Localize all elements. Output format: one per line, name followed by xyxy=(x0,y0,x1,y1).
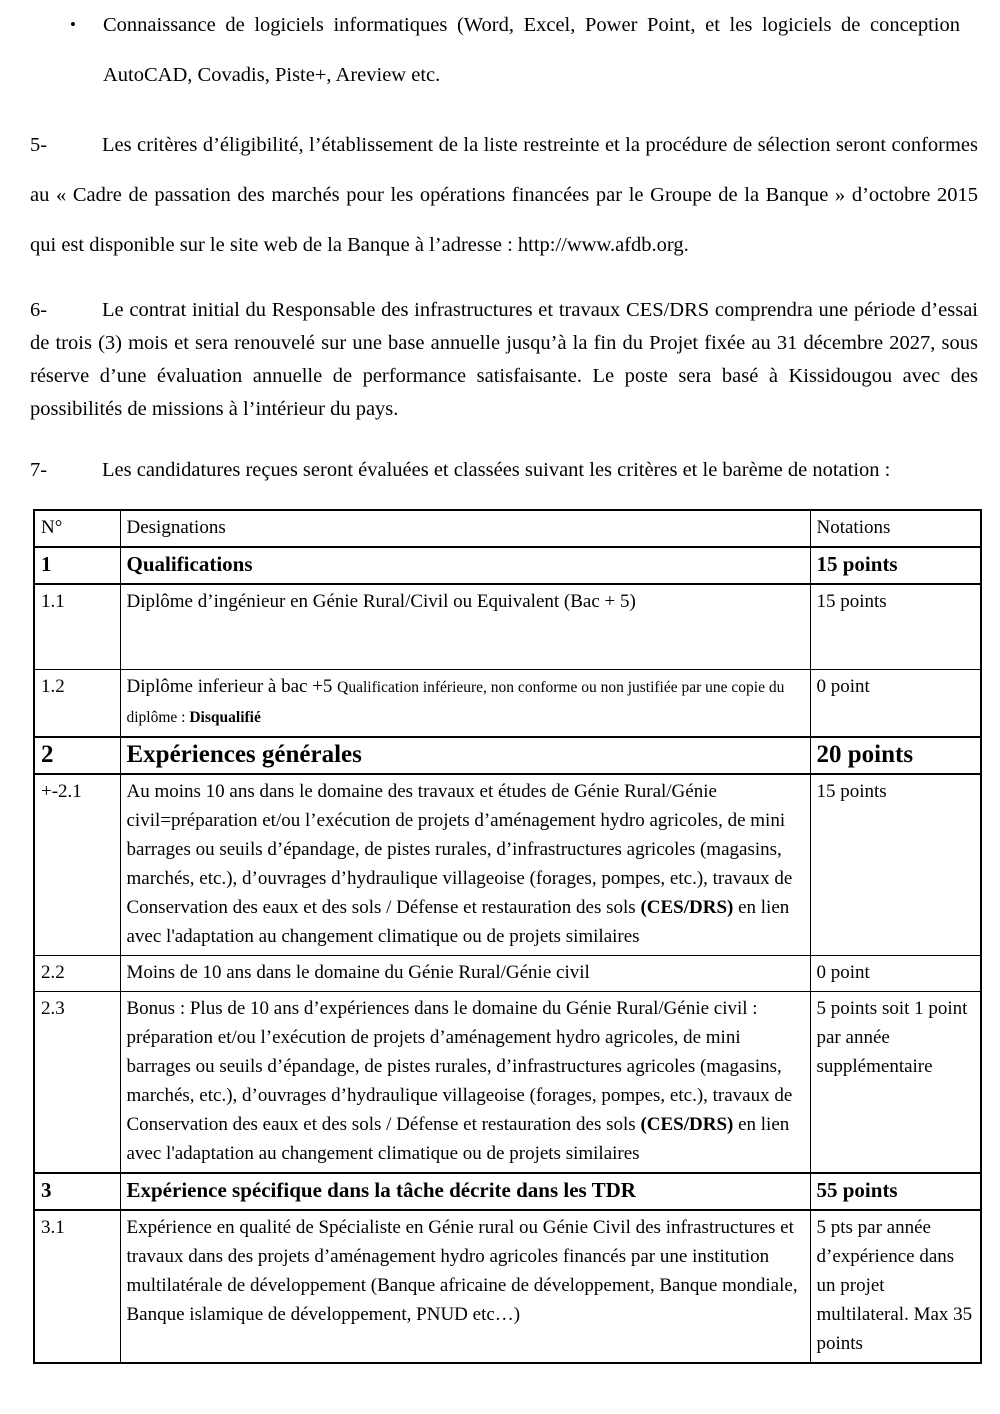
paragraph-5 xyxy=(0,120,1000,270)
paragraph-5-text: Les critères d’éligibilité, l’établissement de la liste restreinte et la procédure de sélection seront conformes au « Cadre de passation des marchés pour les opérations financées par le Groupe de la Banque » d’octobre 2015 qui est disponible sur le site web de la Banque à l’adresse : http://www.afdb.org. xyxy=(30,134,978,256)
row-number: 3 xyxy=(34,1173,120,1210)
paragraph-6-number: 6- xyxy=(30,299,48,321)
row-notation: 20 points xyxy=(810,737,981,774)
column-header-notations: Notations xyxy=(810,510,981,547)
paragraph-7-text: Les candidatures reçues seront évaluées et classées suivant les critères et le barème de notation : xyxy=(102,459,891,481)
row-number: 1 xyxy=(34,547,120,584)
table-row xyxy=(34,670,981,738)
table-row xyxy=(34,584,981,670)
row-number: 2.2 xyxy=(34,956,120,992)
row-notation: 15 points xyxy=(810,547,981,584)
column-header-number: N° xyxy=(34,510,120,547)
row-number: 2 xyxy=(34,737,120,774)
table-row xyxy=(34,774,981,956)
row-designation-pre: Au moins 10 ans dans le domaine des travaux et études de Génie Rural/Génie civil=préparation et/ou l’exécution de projets d’aménagement hydro agricoles, de mini barrages ou seuils d’épandage, de pistes rurales, d’infrastructures agricoles (magasins, marchés, etc.), d’ouvrages d’hydraulique villageoise (forages, pompes, etc.), travaux de Conservation des eaux et des sols / Défense et restauration des sols xyxy=(126,781,793,918)
row-designation: Qualifications xyxy=(120,547,810,584)
row-notation: 15 points xyxy=(810,774,981,956)
row-number: 2.3 xyxy=(34,992,120,1174)
table-row xyxy=(34,1173,981,1210)
row-designation-main: Diplôme inferieur à bac +5 xyxy=(126,676,333,697)
table-row xyxy=(34,547,981,584)
paragraph-7-number: 7- xyxy=(30,459,48,481)
paragraph-5-number: 5- xyxy=(30,134,48,156)
row-designation-pre: Bonus : Plus de 10 ans d’expériences dans le domaine du Génie Rural/Génie civil : préparation et/ou l’exécution de projets d’aménagement hydro agricoles, de mini barrages ou seuils d’épandage, de pistes rurales, d’infrastructures agricoles (magasins, marchés, etc.), d’ouvrages d’hydraulique villageoise (forages, pompes, etc.), travaux de Conservation des eaux et des sols / Défense et restauration des sols xyxy=(126,998,793,1135)
table-row xyxy=(34,1210,981,1363)
row-designation: Expériences générales xyxy=(120,737,810,774)
row-notation: 0 point xyxy=(810,670,981,738)
row-number: 1.2 xyxy=(34,670,120,738)
row-designation xyxy=(120,774,810,956)
row-designation-note: Qualification inférieure, non conforme ou non justifiée par une copie du diplôme : xyxy=(126,679,785,726)
paragraph-6-text: Le contrat initial du Responsable des infrastructures et travaux CES/DRS comprendra une période d’essai de trois (3) mois et sera renouvelé sur une base annuelle jusqu’à la fin du Projet fixée au 31 décembre 2027, sous réserve d’une évaluation annuelle de performance satisfaisante. Le poste sera basé à Kissidougou avec des possibilités de missions à l’intérieur du pays. xyxy=(30,299,978,420)
row-notation: 5 points soit 1 point par année supplémentaire xyxy=(810,992,981,1174)
row-designation-post: en lien avec l'adaptation au changement climatique ou de projets similaires xyxy=(126,897,790,947)
list-item xyxy=(0,0,1000,100)
bullet-icon: • xyxy=(70,15,76,34)
software-skills-list xyxy=(0,0,1000,100)
row-notation: 55 points xyxy=(810,1173,981,1210)
row-number: 1.1 xyxy=(34,584,120,670)
row-designation xyxy=(120,670,810,738)
row-designation-post: en lien avec l'adaptation au changement climatique ou de projets similaires xyxy=(126,1114,790,1164)
row-notation: 15 points xyxy=(810,584,981,670)
row-designation xyxy=(120,992,810,1174)
table-header-row xyxy=(34,510,981,547)
row-number: 3.1 xyxy=(34,1210,120,1363)
table-row xyxy=(34,737,981,774)
table-row xyxy=(34,956,981,992)
row-designation: Moins de 10 ans dans le domaine du Génie Rural/Génie civil xyxy=(120,956,810,992)
paragraph-7 xyxy=(0,454,1000,487)
row-notation: 5 pts par année d’expérience dans un projet multilateral. Max 35 points xyxy=(810,1210,981,1363)
row-designation: Expérience spécifique dans la tâche décrite dans les TDR xyxy=(120,1173,810,1210)
list-item-text: Connaissance de logiciels informatiques (Word, Excel, Power Point, et les logiciels de conception AutoCAD, Covadis, Piste+, Areview etc. xyxy=(103,14,960,86)
scoring-criteria-table xyxy=(33,509,982,1364)
row-designation-cesdrs: (CES/DRS) xyxy=(640,897,734,918)
table-row xyxy=(34,992,981,1174)
row-designation: Expérience en qualité de Spécialiste en Génie rural ou Génie Civil des infrastructures et travaux dans des projets d’aménagement hydro agricoles financés par une institution multilatérale de développement (Banque africaine de développement, Banque mondiale, Banque islamique de développement, PNUD etc…) xyxy=(120,1210,810,1363)
row-notation: 0 point xyxy=(810,956,981,992)
column-header-designations: Designations xyxy=(120,510,810,547)
row-number: +-2.1 xyxy=(34,774,120,956)
row-designation-disqualified: Disqualifié xyxy=(189,709,261,726)
row-designation-cesdrs: (CES/DRS) xyxy=(640,1114,734,1135)
paragraph-6 xyxy=(0,294,1000,426)
row-designation: Diplôme d’ingénieur en Génie Rural/Civil ou Equivalent (Bac + 5) xyxy=(120,584,810,670)
